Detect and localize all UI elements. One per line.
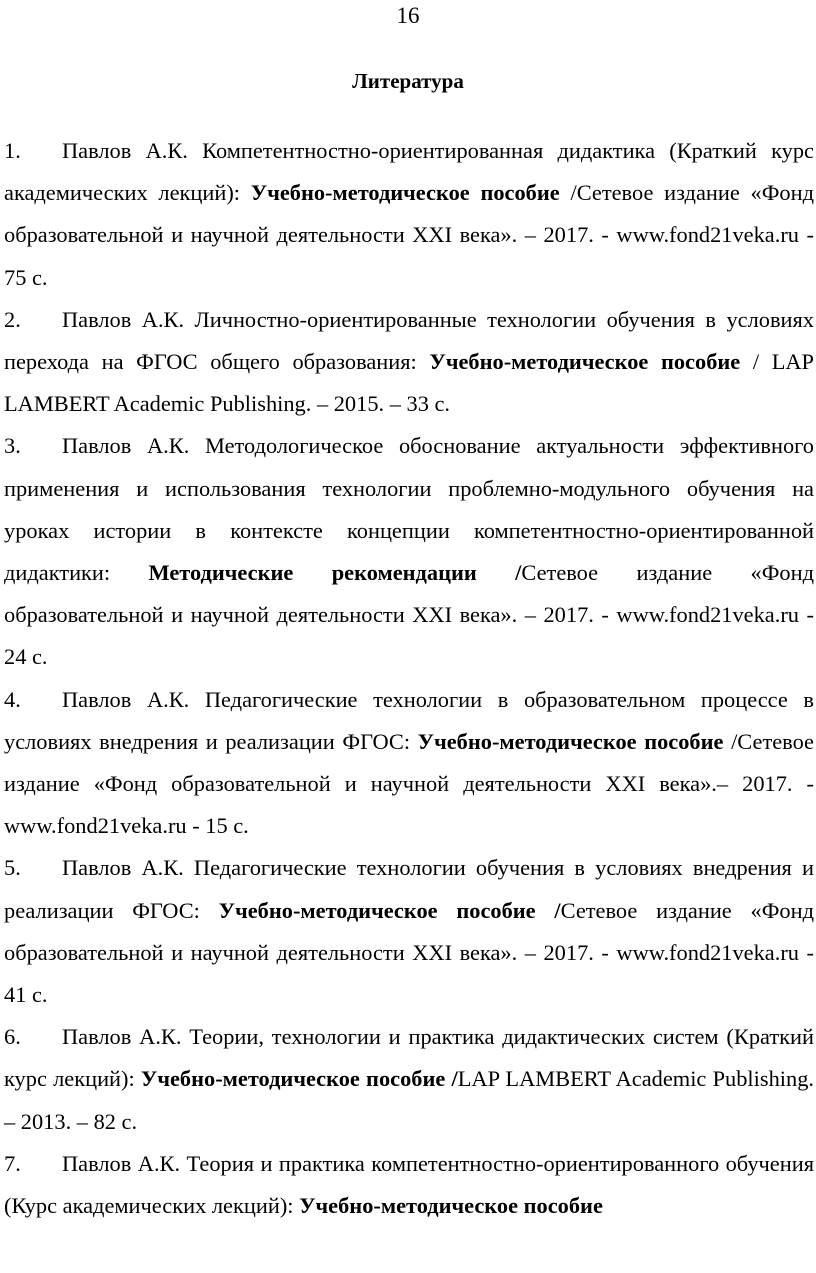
reference-type: Учебно-методическое пособие /: [140, 1066, 458, 1092]
reference-type: Учебно-методическое пособие: [429, 349, 741, 375]
reference-number: 7.: [4, 1150, 21, 1176]
reference-item-6: [4, 1016, 814, 1143]
reference-text: Павлов А.К. Методологическое обоснование актуальности эффективного применения и использования технологии проблемно-модульного обучения на уроках истории в контексте концепции компетентностно-ориентированной дидактики:: [4, 433, 814, 586]
reference-item-5: [4, 847, 814, 1016]
reference-number: 6.: [4, 1024, 21, 1050]
reference-publisher: / LAP LAMBERT Academic Publishing. – 2015. – 33 с.: [4, 349, 815, 417]
reference-number: 4.: [4, 686, 21, 712]
reference-text: Павлов А.К. Компетентностно-ориентированная дидактика (Краткий курс академических лекций):: [4, 138, 814, 206]
reference-text: Павлов А.К. Личностно-ориентированные технологии обучения в условиях перехода на ФГОС общего образования:: [4, 306, 814, 375]
reference-publisher: /Сетевое издание «Фонд образовательной и научной деятельности XXI века». – 2017. - www.fond21veka.ru - 75 с.: [4, 180, 814, 290]
reference-publisher: LAP LAMBERT Academic Publishing. – 2013. – 82 с.: [4, 1066, 814, 1134]
reference-type: Учебно-методическое пособие: [250, 180, 560, 206]
reference-number: 2.: [4, 306, 21, 332]
reference-number: 5.: [4, 855, 21, 881]
reference-text: Павлов А.К. Педагогические технологии в образовательном процессе в условиях внедрения и реализации ФГОС:: [4, 686, 814, 754]
reference-type: Методические рекомендации /: [148, 560, 522, 586]
reference-item-2: [4, 299, 814, 426]
reference-text: Павлов А.К. Теории, технологии и практика дидактических систем (Краткий курс лекций):: [4, 1024, 814, 1092]
reference-publisher: Сетевое издание «Фонд образовательной и научной деятельности XXI века». – 2017. - www.fond21veka.ru - 24 с.: [4, 560, 814, 670]
reference-number: 3.: [4, 433, 21, 459]
reference-type: Учебно-методическое пособие: [299, 1193, 603, 1219]
page-heading: Литература: [352, 69, 464, 93]
reference-item-1: [4, 130, 814, 299]
reference-publisher: Сетевое издание «Фонд образовательной и научной деятельности XXI века». – 2017. - www.fond21veka.ru - 41 с.: [4, 897, 814, 1008]
reference-list: [4, 130, 814, 1227]
reference-publisher: /Сетевое издание «Фонд образовательной и научной деятельности XXI века».– 2017. - www.fond21veka.ru - 15 с.: [4, 728, 814, 839]
page-number: 16: [396, 3, 420, 28]
reference-type: Учебно-методическое пособие /: [218, 897, 561, 923]
reference-item-4: [4, 679, 814, 848]
reference-number: 1.: [4, 138, 21, 163]
reference-item-7: [4, 1143, 814, 1227]
reference-item-3: [4, 425, 814, 678]
reference-text: Павлов А.К. Теория и практика компетентностно-ориентированного обучения (Курс академических лекций):: [4, 1150, 814, 1219]
reference-text: Павлов А.К. Педагогические технологии обучения в условиях внедрения и реализации ФГОС:: [4, 855, 814, 923]
reference-type: Учебно-методическое пособие: [417, 728, 724, 754]
